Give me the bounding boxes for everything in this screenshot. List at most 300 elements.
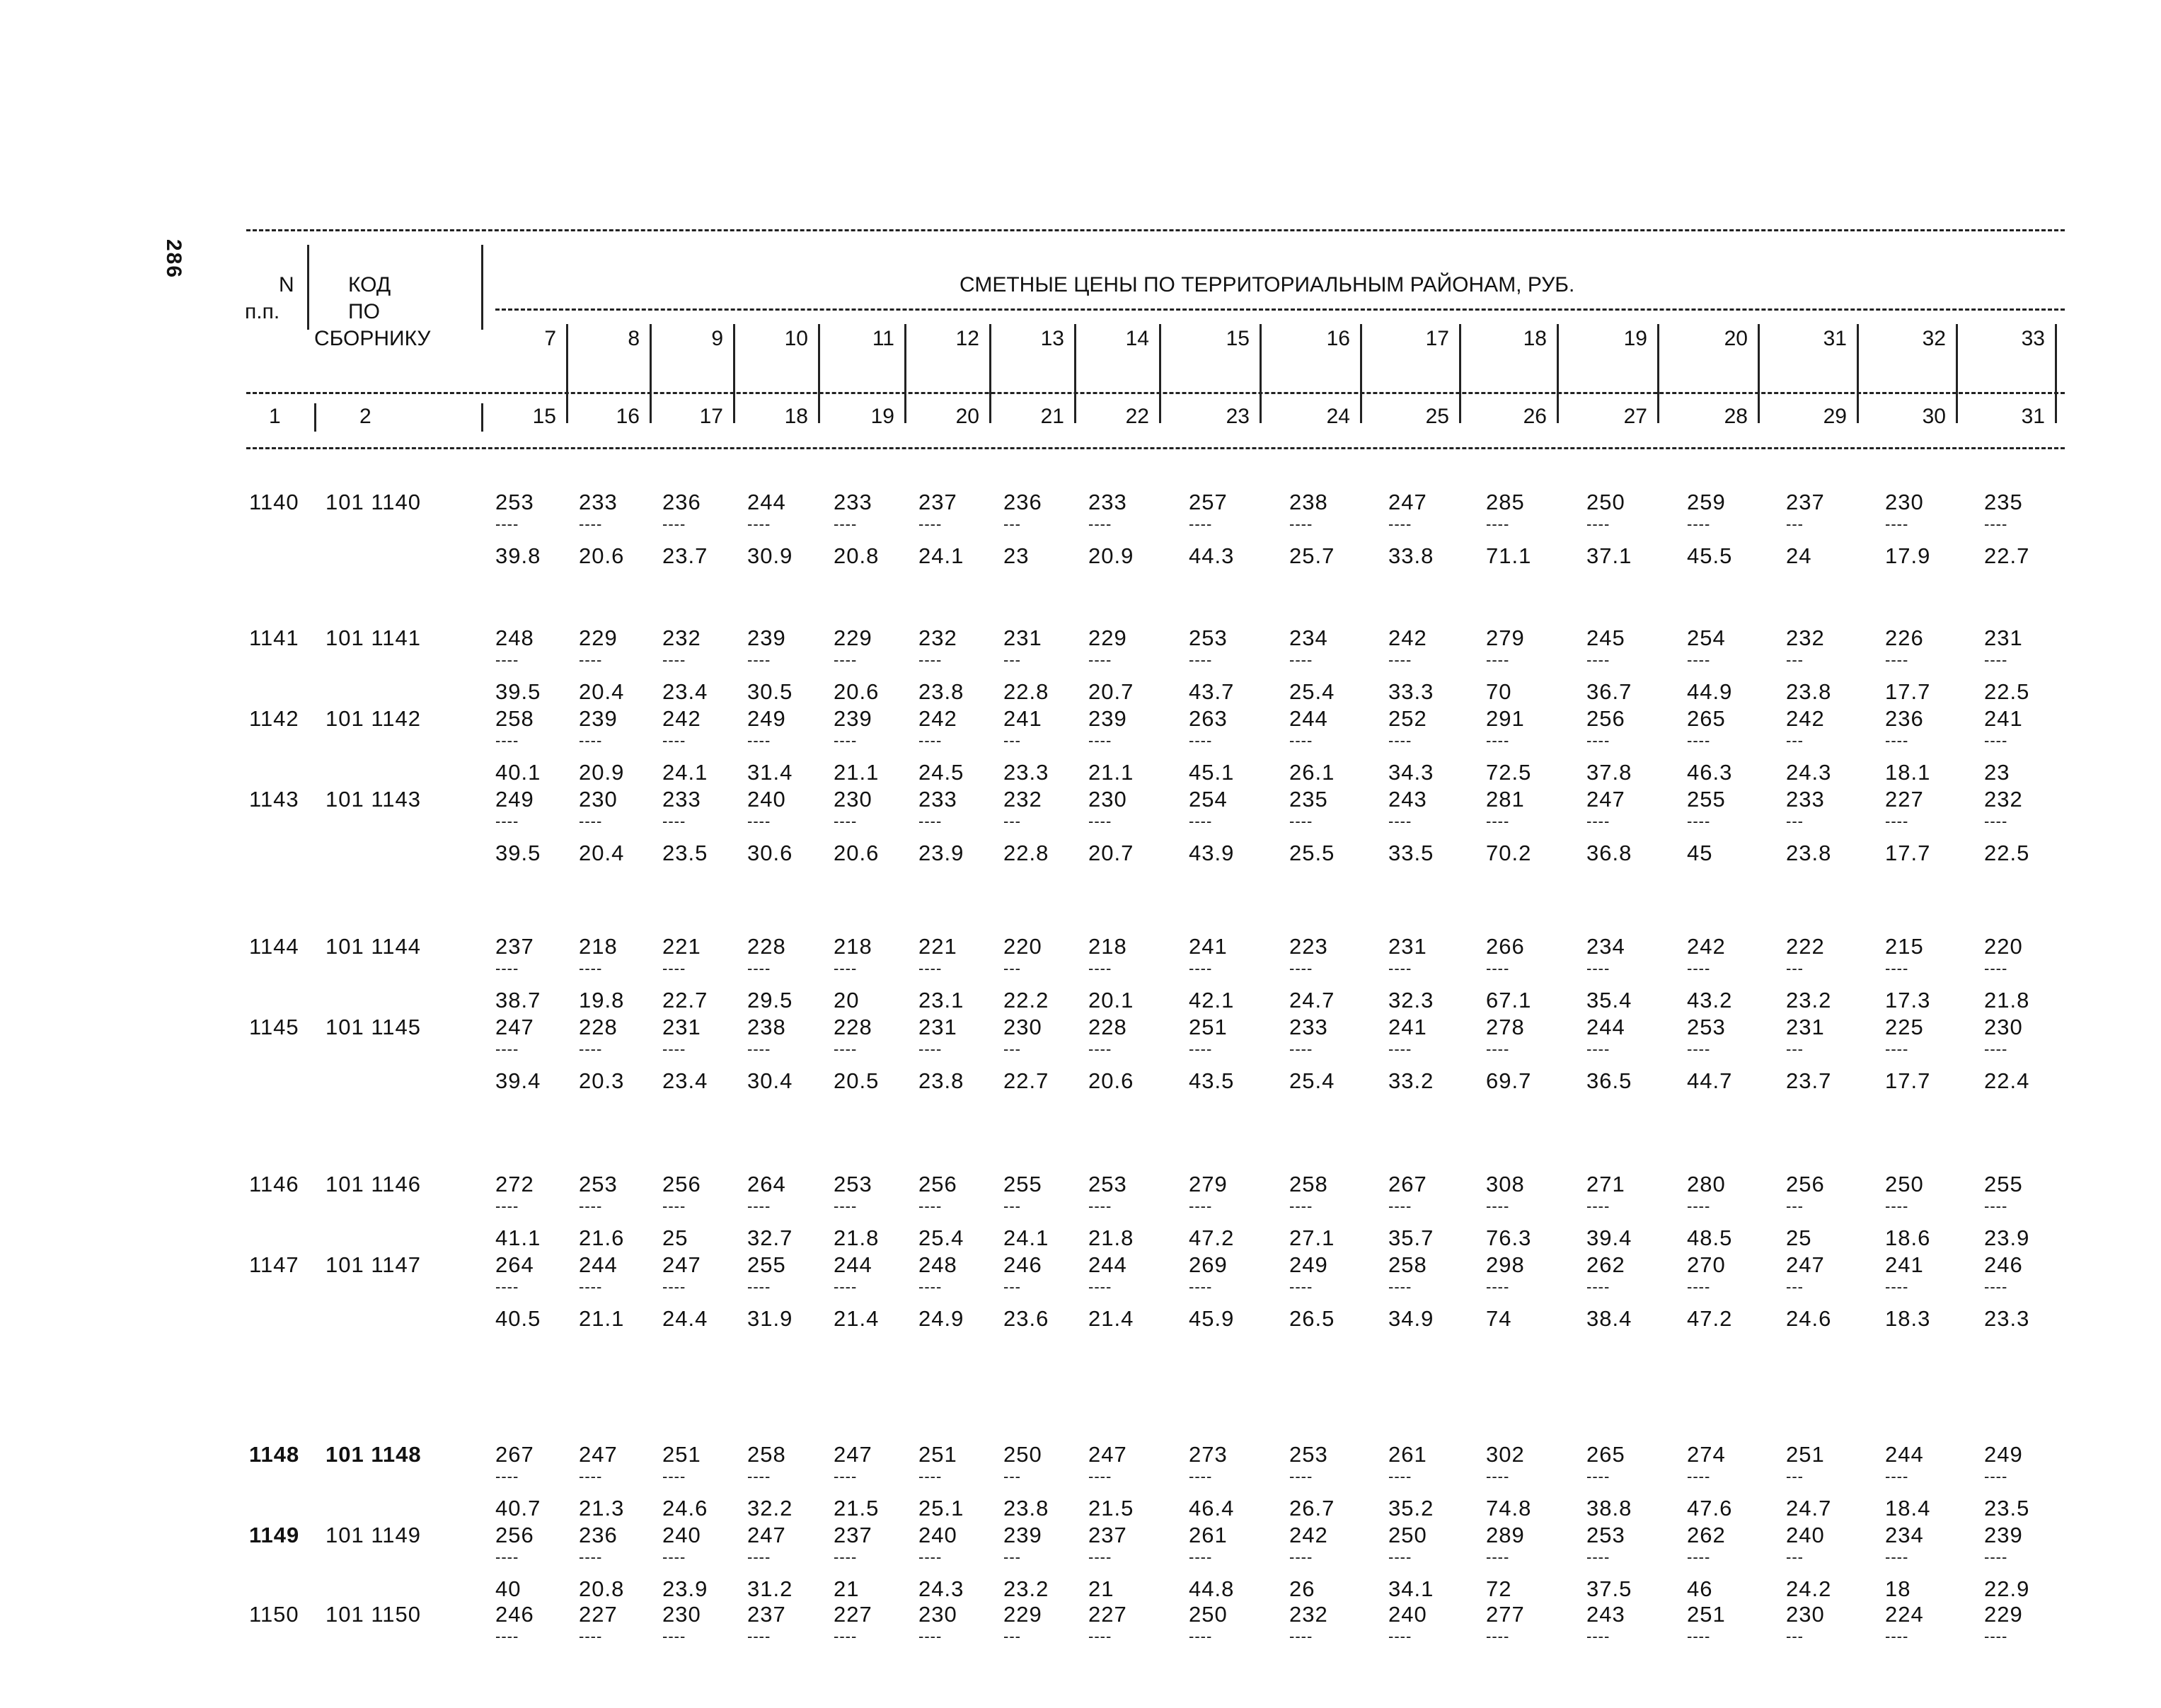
region-col-header: 12	[955, 327, 979, 350]
fraction-bar: ----	[1586, 651, 1610, 669]
price-value: 233	[918, 787, 957, 812]
price-value: 247	[834, 1442, 872, 1467]
price-value: 257	[1189, 490, 1228, 514]
price-secondary-value: 22.9	[1984, 1576, 2030, 1601]
price-value: 289	[1486, 1523, 1525, 1547]
fraction-bar: ----	[1486, 812, 1510, 830]
fraction-bar: ----	[495, 732, 519, 749]
fraction-bar: ----	[1289, 1627, 1313, 1645]
price-value: 234	[1586, 934, 1625, 959]
price-value: 229	[1984, 1602, 2023, 1627]
fraction-bar: ----	[1586, 515, 1610, 533]
fraction-bar: ----	[662, 1548, 686, 1566]
fraction-bar: ----	[834, 1197, 858, 1215]
fraction-bar: ----	[579, 1548, 603, 1566]
fraction-bar: ----	[918, 1627, 943, 1645]
price-value: 247	[495, 1015, 534, 1039]
price-secondary-value: 26.1	[1289, 760, 1335, 785]
price-secondary-value: 31.4	[747, 760, 793, 785]
fraction-bar: ----	[1088, 1278, 1112, 1296]
price-value: 255	[747, 1252, 786, 1277]
price-secondary-value: 38.8	[1586, 1496, 1632, 1521]
price-secondary-value: 21.4	[1088, 1306, 1134, 1331]
price-value: 230	[662, 1602, 701, 1627]
price-secondary-value: 45.1	[1189, 760, 1235, 785]
price-value: 228	[579, 1015, 618, 1039]
price-value: 249	[495, 787, 534, 812]
header-title: СМЕТНЫЕ ЦЕНЫ ПО ТЕРРИТОРИАЛЬНЫМ РАЙОНАМ, РУБ.	[960, 273, 1575, 296]
price-value: 231	[1388, 934, 1427, 959]
fraction-bar: ----	[1984, 1467, 2008, 1485]
fraction-bar: ----	[1289, 1467, 1313, 1485]
price-value: 274	[1687, 1442, 1726, 1467]
price-secondary-value: 23.8	[918, 1068, 964, 1093]
price-secondary-value: 35.4	[1586, 988, 1632, 1012]
price-value: 269	[1189, 1252, 1228, 1277]
fraction-bar: ----	[662, 651, 686, 669]
row-number: 1144	[249, 934, 299, 959]
fraction-bar: ---	[1786, 1548, 1804, 1566]
price-secondary-value: 22.7	[1003, 1068, 1049, 1093]
price-value: 239	[1984, 1523, 2023, 1547]
fraction-bar: ----	[1388, 1040, 1412, 1058]
price-value: 264	[495, 1252, 534, 1277]
price-value: 259	[1687, 490, 1726, 514]
fraction-bar: ----	[1189, 1040, 1213, 1058]
column-index: 22	[1125, 405, 1149, 428]
price-value: 227	[579, 1602, 618, 1627]
fraction-bar: ----	[747, 1197, 771, 1215]
fraction-bar: ----	[1984, 732, 2008, 749]
price-value: 256	[1786, 1172, 1825, 1196]
price-value: 267	[1388, 1172, 1427, 1196]
price-secondary-value: 24.5	[918, 760, 964, 785]
price-value: 232	[918, 625, 957, 650]
column-divider	[1159, 324, 1161, 423]
price-secondary-value: 25.4	[918, 1225, 964, 1250]
price-value: 258	[495, 706, 534, 731]
price-value: 248	[495, 625, 534, 650]
price-secondary-value: 40.5	[495, 1306, 541, 1331]
price-value: 234	[1289, 625, 1328, 650]
column-index: 20	[955, 405, 979, 428]
price-secondary-value: 43.2	[1687, 988, 1733, 1012]
price-value: 242	[1786, 706, 1825, 731]
fraction-bar: ----	[1388, 515, 1412, 533]
price-value: 238	[747, 1015, 786, 1039]
price-secondary-value: 20.6	[834, 841, 880, 865]
price-value: 253	[834, 1172, 872, 1196]
price-secondary-value: 37.5	[1586, 1576, 1632, 1601]
price-value: 291	[1486, 706, 1525, 731]
price-value: 261	[1189, 1523, 1228, 1547]
region-col-header: 20	[1724, 327, 1748, 350]
price-value: 229	[834, 625, 872, 650]
price-value: 278	[1486, 1015, 1525, 1039]
price-secondary-value: 22.7	[662, 988, 708, 1012]
row-code: 101 1142	[325, 706, 421, 731]
fraction-bar: ----	[495, 1197, 519, 1215]
fraction-bar: ----	[1984, 812, 2008, 830]
price-secondary-value: 18.1	[1885, 760, 1931, 785]
price-value: 229	[1003, 1602, 1042, 1627]
price-value: 253	[1088, 1172, 1127, 1196]
price-value: 265	[1687, 706, 1726, 731]
price-secondary-value: 41.1	[495, 1225, 541, 1250]
price-secondary-value: 72.5	[1486, 760, 1532, 785]
fraction-bar: ----	[918, 1278, 943, 1296]
price-value: 230	[918, 1602, 957, 1627]
column-index: 15	[532, 405, 556, 428]
price-value: 236	[1885, 706, 1924, 731]
price-secondary-value: 70.2	[1486, 841, 1532, 865]
price-value: 244	[1088, 1252, 1127, 1277]
price-value: 226	[1885, 625, 1924, 650]
fraction-bar: ----	[579, 1467, 603, 1485]
price-value: 223	[1289, 934, 1328, 959]
price-value: 254	[1687, 625, 1726, 650]
fraction-bar: ----	[1088, 1548, 1112, 1566]
price-value: 239	[1088, 706, 1127, 731]
column-divider	[1260, 324, 1262, 423]
fraction-bar: ----	[1088, 1467, 1112, 1485]
price-secondary-value: 17.7	[1885, 679, 1931, 704]
fraction-bar: ----	[1289, 732, 1313, 749]
price-value: 249	[1984, 1442, 2023, 1467]
fraction-bar: ----	[579, 732, 603, 749]
price-secondary-value: 21.8	[1088, 1225, 1134, 1250]
fraction-bar: ----	[1885, 1627, 1909, 1645]
price-value: 237	[918, 490, 957, 514]
fraction-bar: ----	[1486, 1467, 1510, 1485]
price-secondary-value: 43.9	[1189, 841, 1235, 865]
price-value: 241	[1003, 706, 1042, 731]
price-value: 266	[1486, 934, 1525, 959]
price-value: 253	[579, 1172, 618, 1196]
price-secondary-value: 48.5	[1687, 1225, 1733, 1250]
region-col-header: 32	[1922, 327, 1946, 350]
fraction-bar: ----	[1388, 1548, 1412, 1566]
price-value: 256	[918, 1172, 957, 1196]
price-secondary-value: 23.7	[1786, 1068, 1832, 1093]
fraction-bar: ----	[1586, 1197, 1610, 1215]
price-secondary-value: 43.5	[1189, 1068, 1235, 1093]
fraction-bar: ----	[1289, 1548, 1313, 1566]
row-code: 101 1146	[325, 1172, 421, 1196]
fraction-bar: ---	[1003, 1627, 1021, 1645]
price-value: 237	[1786, 490, 1825, 514]
price-value: 254	[1189, 787, 1228, 812]
price-secondary-value: 20.8	[834, 543, 880, 568]
price-value: 233	[834, 490, 872, 514]
column-index: 17	[699, 405, 723, 428]
column-divider	[904, 324, 906, 423]
price-value: 308	[1486, 1172, 1525, 1196]
fraction-bar: ----	[1687, 1548, 1711, 1566]
fraction-bar: ----	[1486, 1278, 1510, 1296]
fraction-bar: ----	[662, 1197, 686, 1215]
fraction-bar: ----	[1586, 732, 1610, 749]
fraction-bar: ----	[918, 1467, 943, 1485]
fraction-bar: ----	[1388, 1197, 1412, 1215]
fraction-bar: ----	[918, 812, 943, 830]
column-divider	[1459, 324, 1461, 423]
row-code: 101 1149	[325, 1523, 421, 1547]
price-secondary-value: 33.2	[1388, 1068, 1434, 1093]
price-secondary-value: 17.7	[1885, 841, 1931, 865]
fraction-bar: ----	[834, 1548, 858, 1566]
fraction-bar: ----	[1687, 1467, 1711, 1485]
header-n: N	[279, 273, 294, 296]
price-secondary-value: 23.2	[1003, 1576, 1049, 1601]
price-value: 240	[1388, 1602, 1427, 1627]
fraction-bar: ----	[1088, 1040, 1112, 1058]
price-value: 242	[1289, 1523, 1328, 1547]
price-secondary-value: 36.7	[1586, 679, 1632, 704]
fraction-bar: ---	[1786, 1040, 1804, 1058]
fraction-bar: ----	[747, 1467, 771, 1485]
fraction-bar: ----	[662, 1467, 686, 1485]
region-col-header: 8	[628, 327, 640, 350]
price-secondary-value: 23.9	[1984, 1225, 2030, 1250]
fraction-bar: ---	[1786, 1627, 1804, 1645]
fraction-bar: ----	[1984, 1040, 2008, 1058]
price-value: 239	[1003, 1523, 1042, 1547]
price-secondary-value: 20.9	[1088, 543, 1134, 568]
price-value: 258	[747, 1442, 786, 1467]
price-secondary-value: 23.4	[662, 1068, 708, 1093]
price-value: 242	[662, 706, 701, 731]
price-value: 280	[1687, 1172, 1726, 1196]
price-value: 241	[1189, 934, 1228, 959]
price-value: 256	[662, 1172, 701, 1196]
price-value: 246	[495, 1602, 534, 1627]
fraction-bar: ----	[1984, 959, 2008, 977]
price-value: 220	[1003, 934, 1042, 959]
price-value: 248	[918, 1252, 957, 1277]
fraction-bar: ----	[495, 1627, 519, 1645]
region-col-header: 19	[1623, 327, 1647, 350]
fraction-bar: ----	[1289, 515, 1313, 533]
fraction-bar: ----	[918, 1548, 943, 1566]
price-value: 253	[1687, 1015, 1726, 1039]
price-value: 242	[1388, 625, 1427, 650]
price-secondary-value: 47.2	[1189, 1225, 1235, 1250]
fraction-bar: ----	[1885, 1040, 1909, 1058]
price-value: 231	[662, 1015, 701, 1039]
price-secondary-value: 32.3	[1388, 988, 1434, 1012]
price-value: 233	[579, 490, 618, 514]
index-divider-1	[314, 403, 316, 432]
price-secondary-value: 22.5	[1984, 679, 2030, 704]
header-top-rule	[246, 229, 2065, 231]
price-value: 215	[1885, 934, 1924, 959]
price-value: 250	[1586, 490, 1625, 514]
price-secondary-value: 20.8	[579, 1576, 625, 1601]
fraction-bar: ----	[662, 515, 686, 533]
price-value: 240	[747, 787, 786, 812]
price-secondary-value: 33.5	[1388, 841, 1434, 865]
price-secondary-value: 39.5	[495, 841, 541, 865]
price-value: 218	[579, 934, 618, 959]
fraction-bar: ----	[1586, 1627, 1610, 1645]
price-secondary-value: 40.7	[495, 1496, 541, 1521]
price-secondary-value: 23.8	[1003, 1496, 1049, 1521]
price-value: 247	[1088, 1442, 1127, 1467]
price-secondary-value: 31.2	[747, 1576, 793, 1601]
price-value: 220	[1984, 934, 2023, 959]
price-secondary-value: 23.2	[1786, 988, 1832, 1012]
fraction-bar: ---	[1003, 732, 1021, 749]
fraction-bar: ----	[579, 812, 603, 830]
price-value: 222	[1786, 934, 1825, 959]
price-value: 239	[834, 706, 872, 731]
column-index: 25	[1425, 405, 1449, 428]
price-secondary-value: 33.8	[1388, 543, 1434, 568]
price-secondary-value: 21.1	[1088, 760, 1134, 785]
fraction-bar: ----	[747, 1278, 771, 1296]
fraction-bar: ----	[1486, 1548, 1510, 1566]
fraction-bar: ----	[495, 1467, 519, 1485]
fraction-bar: ----	[1088, 651, 1112, 669]
price-secondary-value: 34.3	[1388, 760, 1434, 785]
fraction-bar: ----	[579, 515, 603, 533]
page-number: 286	[162, 239, 185, 279]
fraction-bar: ----	[495, 515, 519, 533]
price-secondary-value: 39.4	[1586, 1225, 1632, 1250]
price-value: 233	[662, 787, 701, 812]
price-secondary-value: 24.6	[662, 1496, 708, 1521]
price-secondary-value: 45.5	[1687, 543, 1733, 568]
column-divider	[1074, 324, 1076, 423]
price-value: 244	[1885, 1442, 1924, 1467]
price-value: 302	[1486, 1442, 1525, 1467]
region-col-header: 13	[1040, 327, 1064, 350]
price-secondary-value: 45.9	[1189, 1306, 1235, 1331]
price-secondary-value: 24.4	[662, 1306, 708, 1331]
price-secondary-value: 47.6	[1687, 1496, 1733, 1521]
price-value: 247	[747, 1523, 786, 1547]
price-secondary-value: 23.8	[918, 679, 964, 704]
price-value: 236	[579, 1523, 618, 1547]
region-col-header: 33	[2021, 327, 2045, 350]
price-secondary-value: 46	[1687, 1576, 1713, 1601]
price-value: 256	[495, 1523, 534, 1547]
header-kod: КОД	[348, 273, 391, 296]
fraction-bar: ----	[1586, 1278, 1610, 1296]
fraction-bar: ----	[579, 1197, 603, 1215]
price-secondary-value: 20.6	[579, 543, 625, 568]
price-value: 243	[1586, 1602, 1625, 1627]
fraction-bar: ----	[1885, 732, 1909, 749]
fraction-bar: ---	[1786, 732, 1804, 749]
price-value: 255	[1003, 1172, 1042, 1196]
fraction-bar: ----	[834, 959, 858, 977]
fraction-bar: ----	[1189, 732, 1213, 749]
row-number: 1149	[249, 1523, 300, 1547]
column-index: 21	[1040, 405, 1064, 428]
price-value: 237	[1088, 1523, 1127, 1547]
price-secondary-value: 17.7	[1885, 1068, 1931, 1093]
price-value: 251	[662, 1442, 701, 1467]
price-value: 298	[1486, 1252, 1525, 1277]
price-value: 246	[1003, 1252, 1042, 1277]
price-secondary-value: 44.7	[1687, 1068, 1733, 1093]
price-value: 251	[1786, 1442, 1825, 1467]
price-value: 242	[1687, 934, 1726, 959]
price-value: 231	[1984, 625, 2023, 650]
price-secondary-value: 21	[1088, 1576, 1114, 1601]
price-secondary-value: 23.1	[918, 988, 964, 1012]
fraction-bar: ---	[1003, 1197, 1021, 1215]
col-index-2: 2	[359, 405, 371, 428]
row-code: 101 1143	[325, 787, 421, 812]
column-divider	[989, 324, 991, 423]
price-value: 227	[1088, 1602, 1127, 1627]
price-secondary-value: 24.7	[1289, 988, 1335, 1012]
column-divider	[650, 324, 652, 423]
region-col-header: 16	[1326, 327, 1350, 350]
price-secondary-value: 37.1	[1586, 543, 1632, 568]
fraction-bar: ----	[1486, 651, 1510, 669]
price-value: 230	[1003, 1015, 1042, 1039]
header-divider-2	[481, 245, 483, 330]
price-secondary-value: 76.3	[1486, 1225, 1532, 1250]
price-value: 262	[1687, 1523, 1726, 1547]
price-value: 233	[1786, 787, 1825, 812]
price-secondary-value: 23	[1003, 543, 1030, 568]
fraction-bar: ----	[1088, 812, 1112, 830]
fraction-bar: ----	[495, 812, 519, 830]
price-value: 239	[579, 706, 618, 731]
price-value: 247	[1786, 1252, 1825, 1277]
price-secondary-value: 18	[1885, 1576, 1911, 1601]
fraction-bar: ---	[1786, 1197, 1804, 1215]
price-value: 241	[1885, 1252, 1924, 1277]
column-index: 30	[1922, 405, 1946, 428]
row-code: 101 1150	[325, 1602, 421, 1627]
row-code: 101 1144	[325, 934, 421, 959]
fraction-bar: ---	[1003, 1548, 1021, 1566]
price-secondary-value: 39.8	[495, 543, 541, 568]
price-secondary-value: 20.6	[834, 679, 880, 704]
price-value: 253	[1189, 625, 1228, 650]
price-value: 258	[1388, 1252, 1427, 1277]
fraction-bar: ----	[495, 1548, 519, 1566]
price-secondary-value: 17.9	[1885, 543, 1931, 568]
price-secondary-value: 44.8	[1189, 1576, 1235, 1601]
price-secondary-value: 20.6	[1088, 1068, 1134, 1093]
price-value: 244	[1289, 706, 1328, 731]
price-secondary-value: 23.4	[662, 679, 708, 704]
price-value: 230	[579, 787, 618, 812]
price-secondary-value: 17.3	[1885, 988, 1931, 1012]
price-value: 279	[1486, 625, 1525, 650]
fraction-bar: ----	[1289, 651, 1313, 669]
column-divider	[1557, 324, 1559, 423]
price-value: 233	[1289, 1015, 1328, 1039]
fraction-bar: ----	[834, 1627, 858, 1645]
fraction-bar: ----	[1586, 1548, 1610, 1566]
price-secondary-value: 24.1	[918, 543, 964, 568]
price-value: 244	[579, 1252, 618, 1277]
column-index: 26	[1523, 405, 1547, 428]
fraction-bar: ---	[1003, 1278, 1021, 1296]
price-value: 256	[1586, 706, 1625, 731]
fraction-bar: ----	[495, 959, 519, 977]
fraction-bar: ----	[1388, 651, 1412, 669]
price-secondary-value: 38.7	[495, 988, 541, 1012]
